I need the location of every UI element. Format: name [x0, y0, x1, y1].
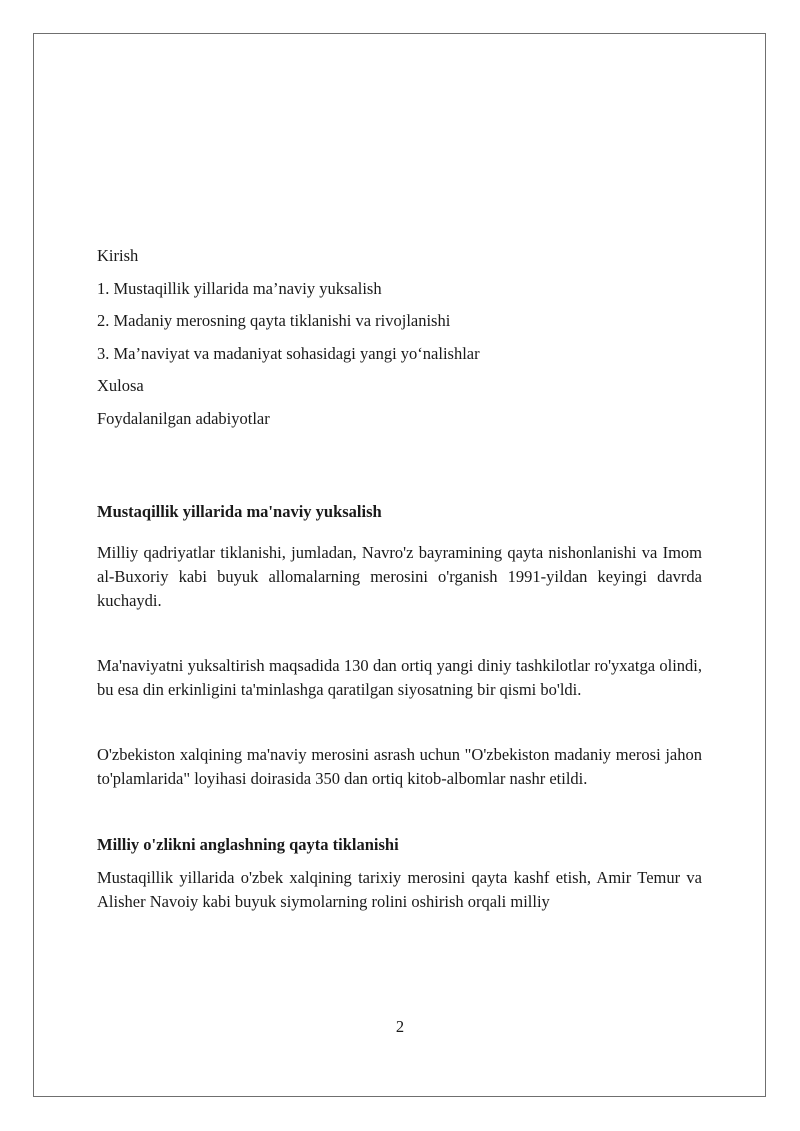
- toc-item-chapter-3: 3. Ma’naviyat va madaniyat sohasidagi yangi yo‘nalishlar: [97, 343, 480, 363]
- toc-item-conclusion: Xulosa: [97, 376, 144, 396]
- document-body: [97, 240, 702, 914]
- section-heading: Mustaqillik yillarida ma'naviy yuksalish: [97, 501, 382, 521]
- section-heading: Milliy o'zlikni anglashning qayta tiklanishi: [97, 834, 399, 854]
- toc-item-references: Foydalanilgan adabiyotlar: [97, 408, 270, 428]
- page-number: 2: [395, 1017, 405, 1036]
- paragraph: Milliy qadriyatlar tiklanishi, jumladan, Navro'z bayramining qayta nishonlanishi va Imom al-Buxoriy kabi buyuk allomalarning merosini o'rganish 1991-yildan keyingi davrda kuchaydi.: [97, 542, 702, 610]
- toc-item-chapter-2: 2. Madaniy merosning qayta tiklanishi va rivojlanishi: [97, 311, 451, 331]
- paragraph: O'zbekiston xalqining ma'naviy merosini asrash uchun "O'zbekiston madaniy merosi jahon to'plamlarida" loyihasi doirasida 350 dan ortiq kitob-albomlar nashr etildi.: [97, 744, 702, 788]
- table-of-contents: [97, 240, 702, 436]
- toc-item-chapter-1: 1. Mustaqillik yillarida ma’naviy yuksalish: [97, 278, 382, 298]
- toc-item-introduction: Kirish: [97, 246, 139, 265]
- paragraph: Mustaqillik yillarida o'zbek xalqining tarixiy merosini qayta kashf etish, Amir Temur va Alisher Navoiy kabi buyuk siymolarning rolini oshirish orqali milliy: [97, 867, 702, 911]
- paragraph: Ma'naviyatni yuksaltirish maqsadida 130 dan ortiq yangi diniy tashkilotlar ro'yxatga olindi, bu esa din erkinligini ta'minlashga qaratilgan siyosatning bir qismi bo'ldi.: [97, 655, 702, 699]
